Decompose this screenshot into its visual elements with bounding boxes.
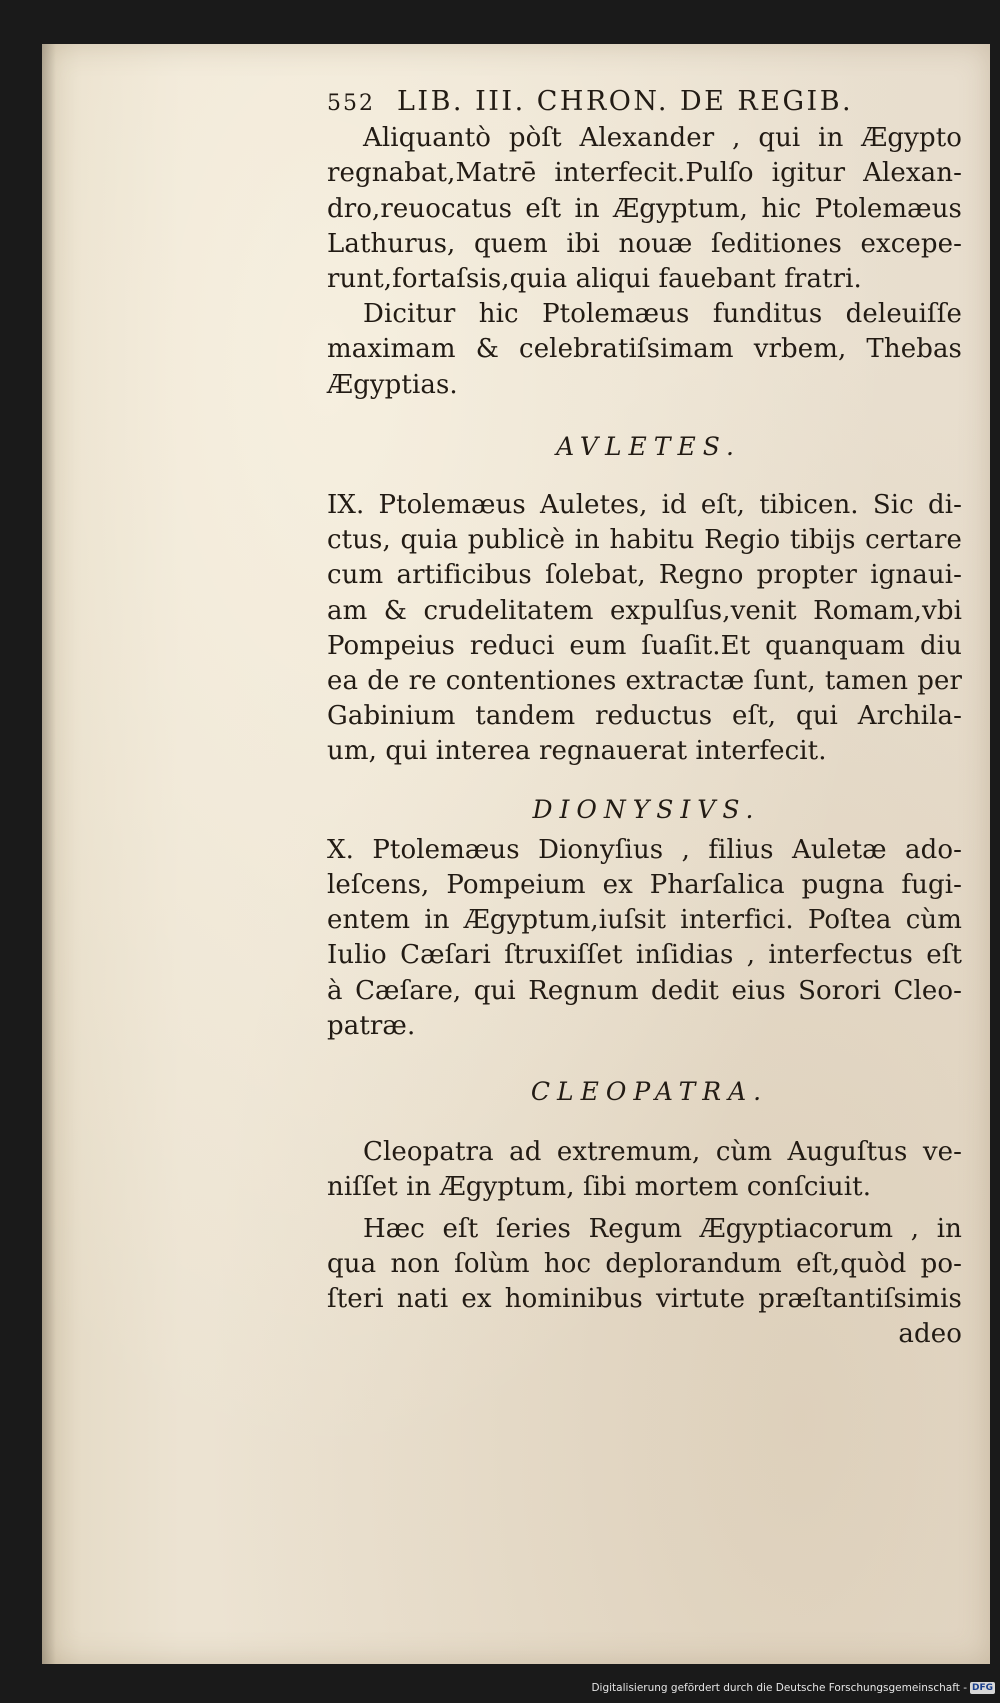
text-line: Dicitur hic Ptolemæus funditus deleuiſſe: [363, 299, 962, 330]
text-line: entem in Ægyptum,iuſsit interfici. Poſtea cùm: [327, 905, 962, 936]
footer-credit-text: Digitalisierung gefördert durch die Deutsche Forschungsgemeinschaft -: [591, 1682, 967, 1694]
text-line: Cleopatra ad extremum, cùm Auguſtus ve-: [363, 1137, 962, 1168]
text-line: dro,reuocatus eſt in Ægyptum, hic Ptolemæus: [327, 193, 962, 224]
paragraph-cleopatra: [327, 1135, 962, 1205]
text-line: qua non ſolùm hoc deplorandum eſt,quòd po-: [327, 1248, 962, 1279]
section-heading-dionysius: DIONYSIVS.: [532, 794, 761, 824]
text-line: um, qui interea regnauerat interfecit.: [327, 736, 827, 767]
text-line: patræ.: [327, 1010, 416, 1041]
paragraph-alexander: [327, 121, 962, 297]
text-line: regnabat,Matrē interfecit.Pulſo igitur Alexan-: [327, 158, 962, 189]
text-line: IX. Ptolemæus Auletes, id eſt, tibicen. Sic di-: [327, 490, 962, 521]
text-line: maximam & celebratiſsimam vrbem, Thebas: [327, 334, 962, 365]
digitization-footer: [560, 1682, 995, 1694]
text-line: am & crudelitatem expulſus,venit Romam,vbi: [327, 595, 962, 626]
paragraph-series-regum: [327, 1212, 962, 1318]
text-line: Hæc eſt ſeries Regum Ægyptiacorum , in: [363, 1213, 962, 1244]
page-text-block: [327, 84, 962, 1353]
text-line: X. Ptolemæus Dionyſius , filius Auletæ ado-: [327, 834, 962, 865]
paragraph-auletes: [327, 488, 962, 770]
text-line: Iulio Cæſari ſtruxiſſet inſidias , interfectus eſt: [327, 940, 962, 971]
text-line: ea de re contentiones extractæ ſunt, tamen per: [327, 666, 962, 697]
paragraph-thebes: [327, 297, 962, 403]
text-line: Lathurus, quem ibi nouæ ſeditiones excepe-: [327, 228, 962, 259]
text-line: runt,fortaſsis,quia aliqui fauebant fratri.: [327, 264, 862, 295]
text-line: Gabinium tandem reductus eſt, qui Archila-: [327, 701, 962, 732]
section-heading-cleopatra: CLEOPATRA.: [530, 1077, 769, 1107]
catchword: adeo: [898, 1319, 962, 1350]
book-page: [42, 44, 990, 1664]
text-line: ſteri nati ex hominibus virtute præſtantiſsimis: [327, 1284, 962, 1315]
text-line: Ægyptias.: [327, 369, 458, 400]
page-number: 552: [327, 91, 375, 116]
text-line: niſſet in Ægyptum, ſibi mortem conſciuit.: [327, 1172, 872, 1203]
dfg-logo: DFG: [971, 1683, 993, 1693]
text-line: ctus, quia publicè in habitu Regio tibijs certare: [327, 525, 962, 556]
paragraph-dionysius: [327, 833, 962, 1044]
running-head-title: LIB. III. CHRON. DE REGIB.: [397, 86, 854, 117]
text-line: à Cæſare, qui Regnum dedit eius Sorori Cleo-: [327, 975, 962, 1006]
section-heading-auletes: AVLETES.: [556, 431, 741, 461]
text-line: Pompeius reduci eum ſuaſit.Et quanquam diu: [327, 630, 962, 661]
text-line: Aliquantò pòſt Alexander , qui in Ægypto: [363, 123, 962, 154]
text-line: leſcens, Pompeium ex Pharſalica pugna fugi-: [327, 870, 962, 901]
text-line: cum artificibus ſolebat, Regno propter ignaui-: [327, 560, 962, 591]
running-header: [327, 84, 962, 121]
